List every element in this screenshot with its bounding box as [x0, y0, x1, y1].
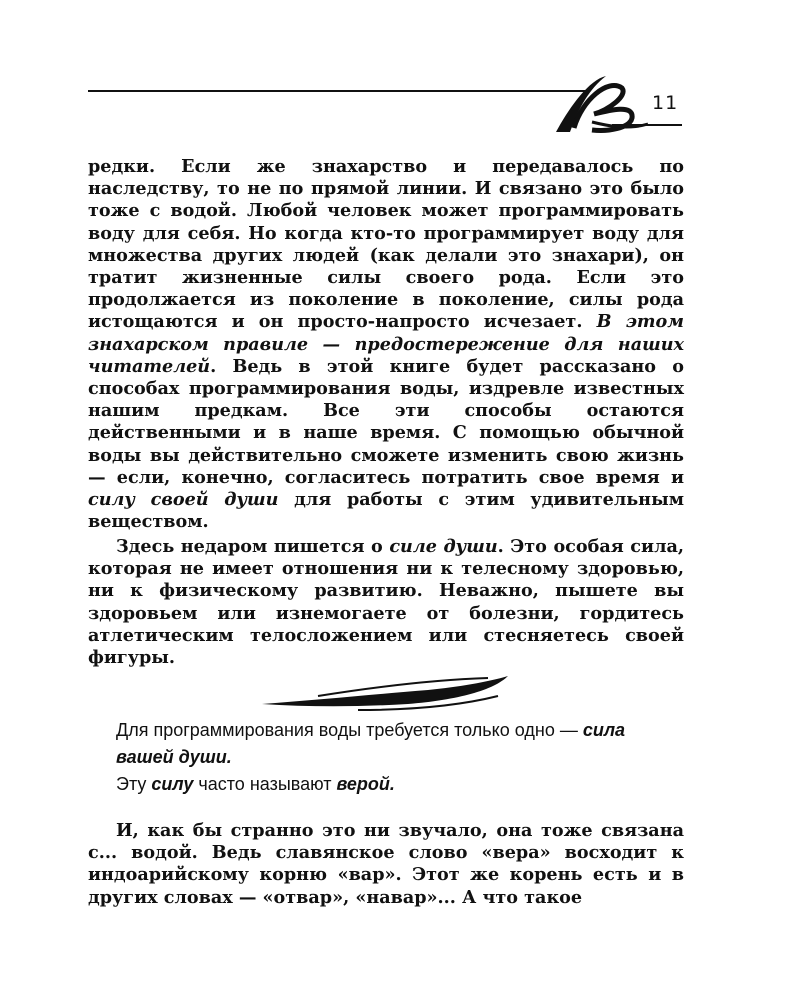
- header-flourish-icon: [548, 70, 658, 140]
- paragraph-2: [88, 536, 684, 669]
- paragraph-1-italic-a: В этом знахарском правиле — предостережение для наших читателей: [88, 311, 685, 377]
- callout-line-2-text-b: часто называют: [193, 774, 337, 794]
- callout-line-2-bold-a: силу: [151, 774, 194, 794]
- callout-line-1-text: Для программирования воды требуется только одно —: [116, 720, 583, 740]
- header-rule-short: [612, 124, 682, 126]
- paragraph-2-text-a: Здесь недаром пишется о: [116, 536, 390, 557]
- paragraph-1-text-c: для работы с этим удивительным веществом.: [88, 489, 684, 533]
- callout-line-2-text-a: Эту: [116, 774, 152, 794]
- page-number: 11: [652, 92, 679, 114]
- callout-line-2-bold-b: верой.: [336, 774, 395, 794]
- paragraph-1-italic-b: силу своей души: [88, 489, 279, 511]
- header-rule: [88, 90, 588, 92]
- paragraph-2-italic-a: силе души: [389, 536, 498, 557]
- ornament-divider-icon: [258, 674, 514, 714]
- paragraph-2-text-b: . Это особая сила, которая не имеет отношения ни к телесному здоровью, ни к физическому развитию. Неважно, пышете вы здоровьем или изнемогаете от болезни, гордитесь атлетическим телосложением или стесняетесь своей фигуры.: [88, 536, 684, 669]
- paragraph-3: И, как бы странно это ни звучало, она тоже связана с... водой. Ведь славянское слово «вера» восходит к индоарийскому корню «вар». Этот же корень есть и в других словах — «отвар», «навар»... А что такое: [88, 820, 684, 908]
- paragraph-1-text-a: редки. Если же знахарство и передавалось по наследству, то не по прямой линии. И связано это было тоже с водой. Любой человек может программировать воду для себя. Но когда кто-то программирует воду для множества других людей (как делали это знахари), он тратит жизненные силы своего рода. Если это продолжается из поколение в поколение, силы рода истощаются и он просто-напросто исчезает.: [88, 156, 684, 333]
- callout-line-1: [116, 717, 656, 771]
- paragraph-1-text-b: . Ведь в этой книге будет рассказано о способах программирования воды, издревле известных нашим предкам. Все эти способы остаются действенными и в наше время. С помощью обычной воды вы действительно сможете изменить свою жизнь — если, конечно, согласитесь потратить свое время и: [88, 355, 684, 488]
- callout-line-1-bold: сила вашей души.: [116, 720, 626, 767]
- paragraph-1: [88, 156, 684, 533]
- callout-line-2: [116, 771, 656, 798]
